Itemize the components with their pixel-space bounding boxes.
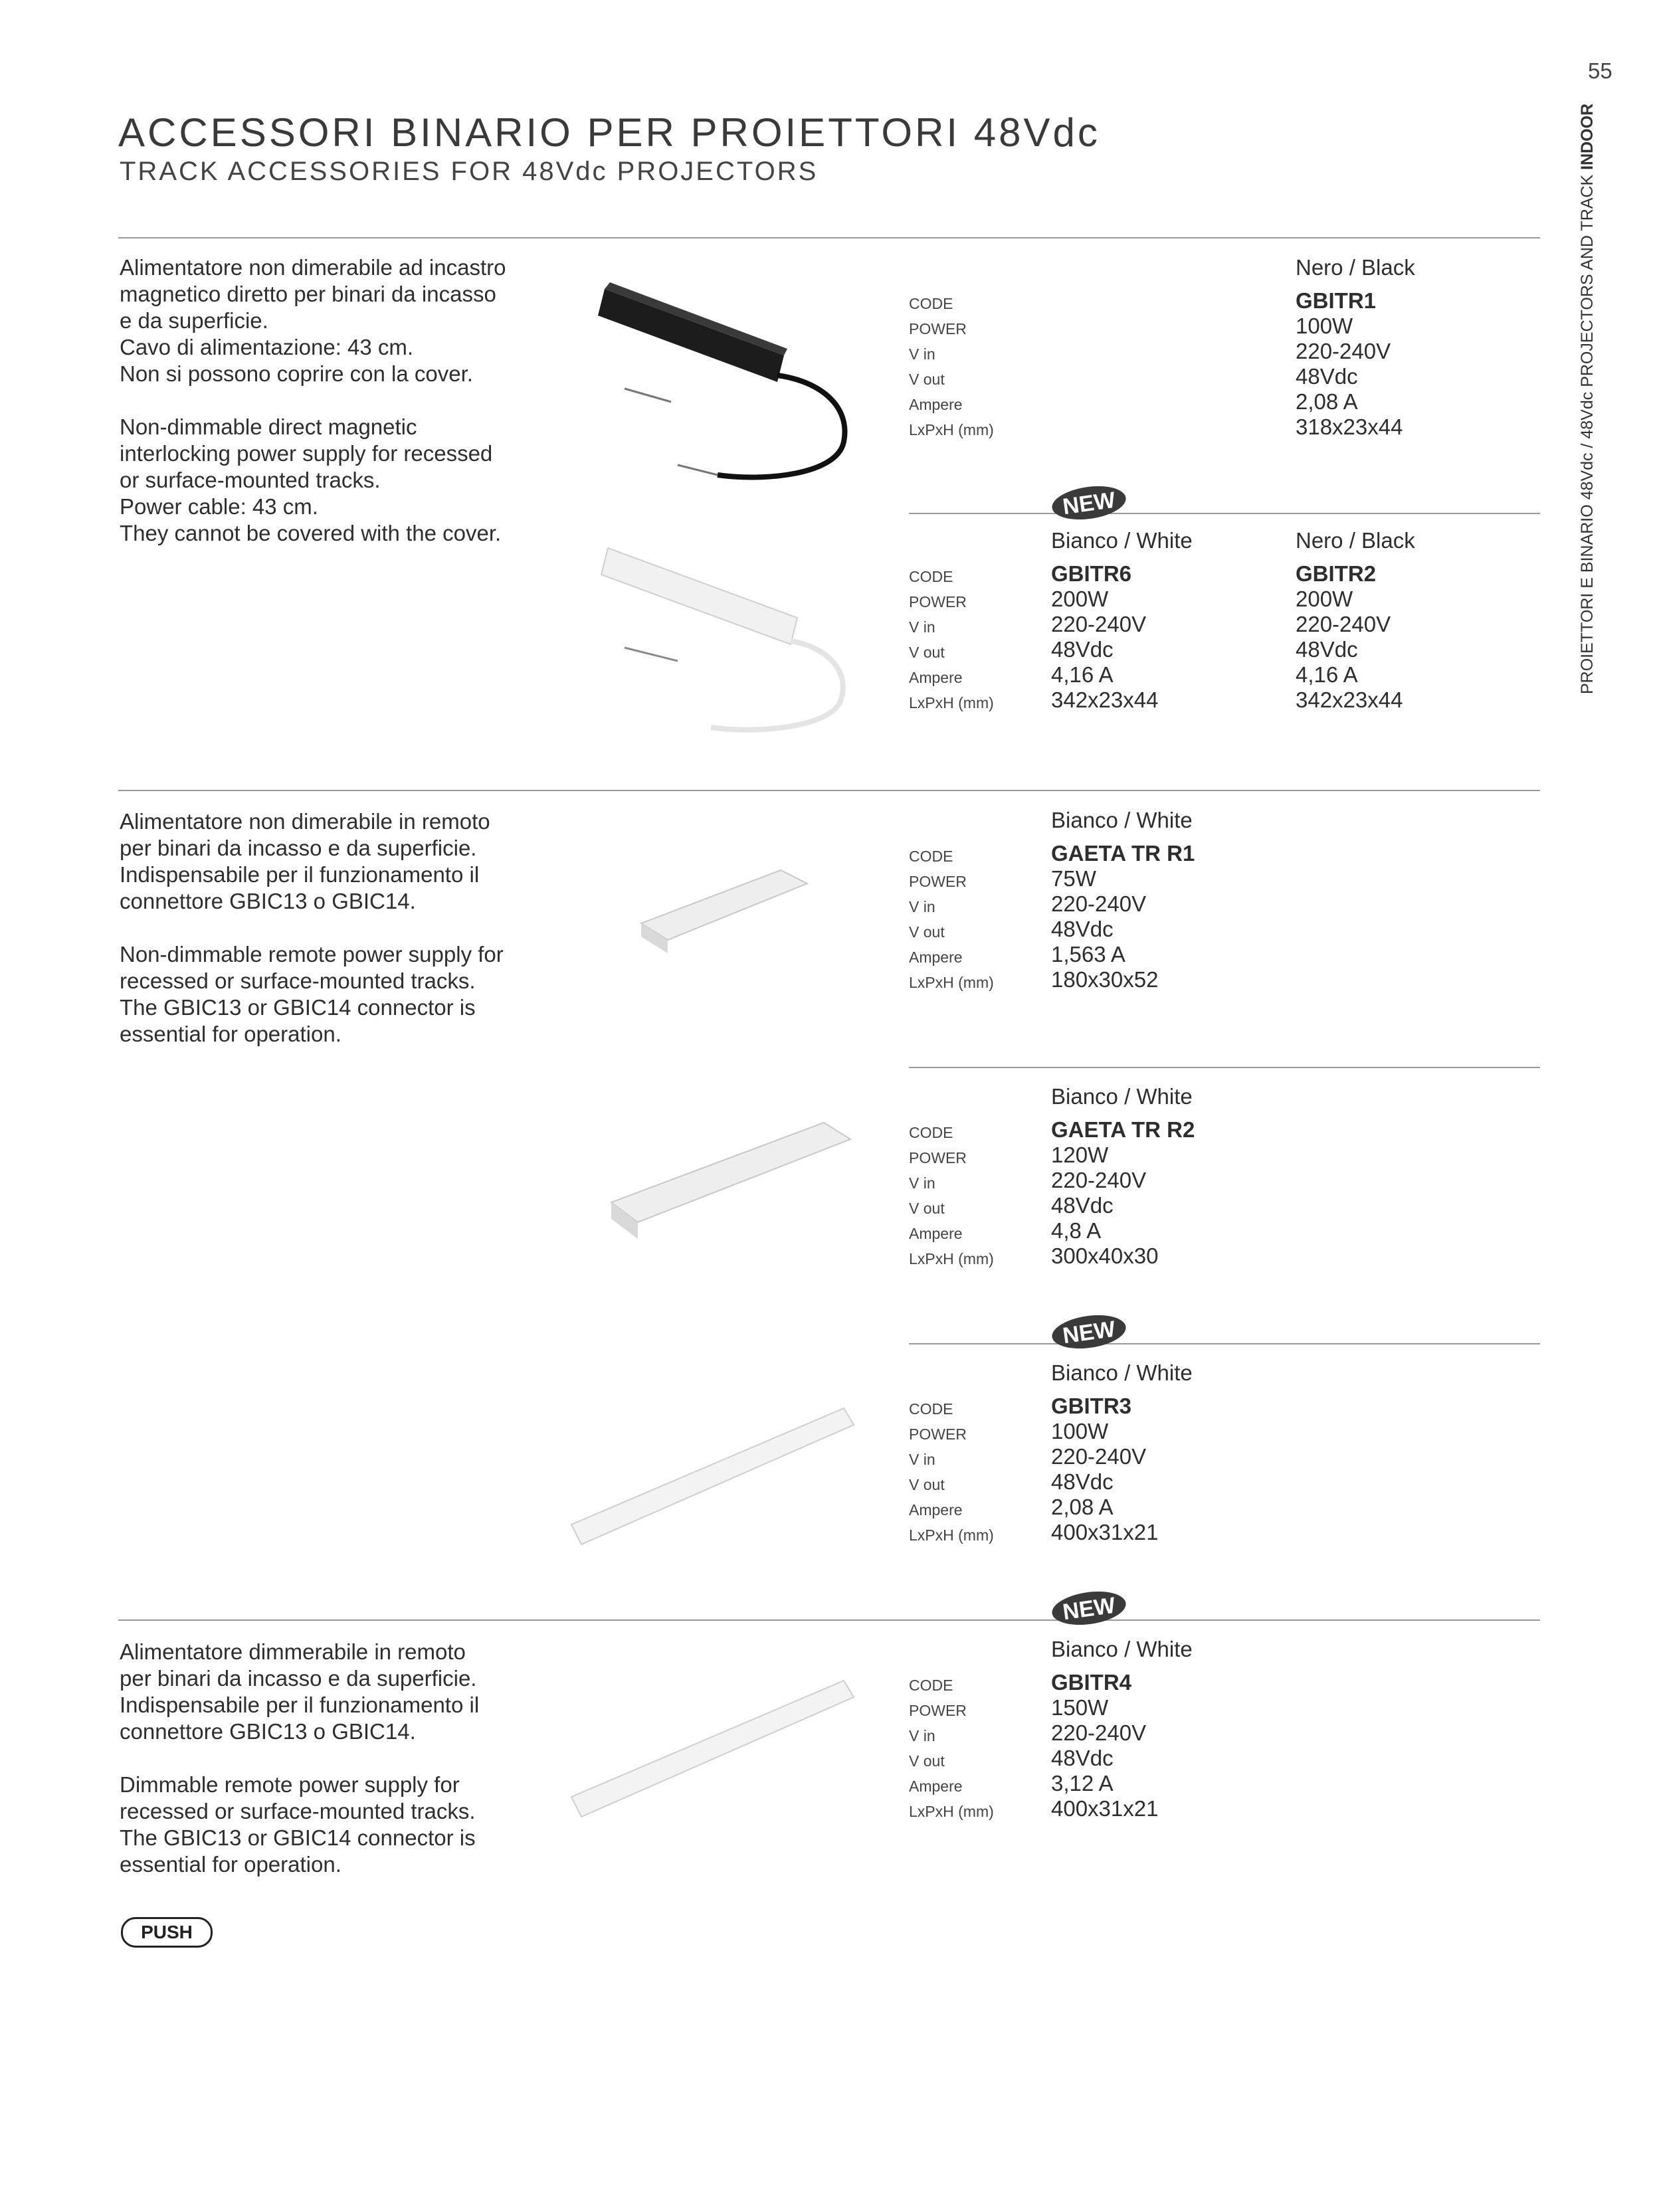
black-power-supply-image	[598, 276, 864, 488]
label-code: CODE	[909, 1677, 953, 1694]
label-ampere: Ampere	[909, 1778, 963, 1795]
label-dims: LxPxH (mm)	[909, 1250, 994, 1267]
description-block	[120, 808, 504, 1048]
product-code: GBITR4	[1051, 1670, 1132, 1695]
product-vin: 220-240V	[1051, 1444, 1147, 1469]
desc-line: or surface-mounted tracks.	[120, 468, 381, 492]
product-dims: 400x31x21	[1051, 1796, 1159, 1821]
side-section-label	[1578, 104, 1597, 694]
label-vout: V out	[909, 1752, 945, 1770]
desc-line: They cannot be covered with the cover.	[120, 521, 502, 545]
label-power: POWER	[909, 1426, 967, 1443]
label-ampere: Ampere	[909, 1501, 963, 1519]
spec-labels	[909, 848, 994, 999]
side-label-bold: INDOOR	[1578, 103, 1597, 170]
label-code: CODE	[909, 848, 953, 865]
label-dims: LxPxH (mm)	[909, 694, 994, 711]
product-code: GAETA TR R2	[1051, 1117, 1195, 1142]
product-divider	[909, 513, 1540, 514]
product-power: 150W	[1051, 1695, 1109, 1720]
product-ampere: 4,16 A	[1051, 662, 1114, 687]
page-number: 55	[1588, 58, 1612, 83]
product-vout: 48Vdc	[1051, 1193, 1114, 1218]
section-divider	[118, 790, 1540, 791]
desc-line: Indispensabile per il funzionamento il	[120, 1693, 480, 1717]
new-badge-text: NEW	[1061, 1592, 1118, 1625]
product-spec-gbitr2	[1296, 528, 1415, 713]
desc-line: Cavo di alimentazione: 43 cm.	[120, 335, 414, 359]
label-vout: V out	[909, 923, 945, 941]
desc-line: essential for operation.	[120, 1022, 342, 1046]
description-block	[120, 254, 506, 547]
label-vin: V in	[909, 898, 935, 915]
spec-labels	[909, 295, 994, 446]
new-badge-text: NEW	[1061, 487, 1118, 520]
white-power-supply-image	[598, 541, 864, 741]
new-badge	[1050, 485, 1128, 521]
product-code: GAETA TR R1	[1051, 841, 1195, 866]
label-power: POWER	[909, 1149, 967, 1166]
section-divider	[118, 1619, 1540, 1621]
label-power: POWER	[909, 873, 967, 890]
description-block	[120, 1639, 479, 1878]
product-dims: 180x30x52	[1051, 967, 1159, 992]
label-dims: LxPxH (mm)	[909, 1803, 994, 1820]
spec-labels	[909, 1677, 994, 1828]
page-subtitle: TRACK ACCESSORIES FOR 48Vdc PROJECTORS	[120, 157, 819, 186]
product-color: Bianco / White	[1051, 808, 1193, 832]
product-ampere: 2,08 A	[1296, 389, 1358, 414]
desc-line: per binari da incasso e da superficie.	[120, 836, 477, 860]
label-dims: LxPxH (mm)	[909, 421, 994, 438]
label-code: CODE	[909, 295, 953, 312]
product-dims: 300x40x30	[1051, 1244, 1159, 1268]
gbitr3-image	[565, 1392, 864, 1558]
product-divider	[909, 1343, 1540, 1344]
gaeta-tr-r1-image	[634, 857, 814, 957]
product-vin: 220-240V	[1296, 339, 1391, 363]
product-vin: 220-240V	[1051, 1168, 1147, 1192]
product-vout: 48Vdc	[1051, 637, 1114, 662]
product-ampere: 2,08 A	[1051, 1495, 1114, 1519]
product-vout: 48Vdc	[1296, 637, 1358, 662]
desc-line: The GBIC13 or GBIC14 connector is	[120, 995, 476, 1020]
product-vin: 220-240V	[1051, 612, 1147, 636]
label-code: CODE	[909, 568, 953, 585]
label-vout: V out	[909, 644, 945, 661]
product-power: 75W	[1051, 866, 1096, 891]
label-power: POWER	[909, 1702, 967, 1719]
label-vout: V out	[909, 1200, 945, 1217]
label-ampere: Ampere	[909, 1225, 963, 1242]
product-spec-gaeta-tr-r2	[1051, 1084, 1195, 1269]
new-badge	[1050, 1314, 1128, 1350]
desc-line: Alimentatore non dimerabile in remoto	[120, 809, 490, 834]
label-vin: V in	[909, 1451, 935, 1468]
product-power: 200W	[1296, 587, 1353, 611]
product-divider	[909, 1067, 1540, 1068]
gbitr4-image	[565, 1664, 864, 1830]
product-dims: 318x23x44	[1296, 415, 1403, 439]
desc-line: interlocking power supply for recessed	[120, 441, 493, 466]
spec-labels	[909, 1400, 994, 1552]
label-ampere: Ampere	[909, 949, 963, 966]
product-color: Nero / Black	[1296, 528, 1415, 553]
product-color: Nero / Black	[1296, 255, 1415, 280]
product-vout: 48Vdc	[1296, 364, 1358, 389]
product-spec-gaeta-tr-r1	[1051, 808, 1195, 992]
label-vin: V in	[909, 618, 935, 636]
label-power: POWER	[909, 593, 967, 610]
product-dims: 342x23x44	[1051, 688, 1159, 712]
product-vout: 48Vdc	[1051, 1469, 1114, 1494]
product-ampere: 4,16 A	[1296, 662, 1358, 687]
side-label-text: PROIETTORI E BINARIO 48Vdc / 48Vdc PROJECTORS AND TRACK	[1578, 169, 1597, 694]
product-code: GBITR6	[1051, 561, 1132, 586]
product-code: GBITR2	[1296, 561, 1377, 586]
product-power: 200W	[1051, 587, 1109, 611]
label-dims: LxPxH (mm)	[909, 1526, 994, 1544]
label-vin: V in	[909, 1727, 935, 1744]
desc-line: Alimentatore dimmerabile in remoto	[120, 1639, 466, 1664]
product-ampere: 4,8 A	[1051, 1218, 1102, 1243]
product-vin: 220-240V	[1051, 891, 1147, 916]
product-vout: 48Vdc	[1051, 917, 1114, 941]
desc-line: Non-dimmable direct magnetic	[120, 415, 417, 439]
label-code: CODE	[909, 1124, 953, 1141]
new-badge	[1050, 1590, 1128, 1626]
product-spec-gbitr1	[1296, 255, 1415, 440]
product-spec-gbitr3	[1051, 1360, 1193, 1545]
product-power: 100W	[1296, 314, 1353, 338]
desc-line: per binari da incasso e da superficie.	[120, 1666, 477, 1691]
desc-line: Non-dimmable remote power supply for	[120, 942, 504, 967]
product-dims: 342x23x44	[1296, 688, 1403, 712]
desc-line: essential for operation.	[120, 1852, 342, 1877]
product-power: 100W	[1051, 1419, 1109, 1443]
product-spec-gbitr4	[1051, 1637, 1193, 1821]
product-color: Bianco / White	[1051, 1084, 1193, 1109]
desc-line: Alimentatore non dimerabile ad incastro	[120, 255, 506, 280]
desc-line: Power cable: 43 cm.	[120, 494, 318, 519]
desc-line: magnetico diretto per binari da incasso	[120, 282, 496, 306]
label-vout: V out	[909, 371, 945, 388]
label-vin: V in	[909, 345, 935, 363]
desc-line: recessed or surface-mounted tracks.	[120, 1799, 476, 1823]
desc-line: e da superficie.	[120, 308, 268, 333]
product-power: 120W	[1051, 1143, 1109, 1167]
desc-line: Indispensabile per il funzionamento il	[120, 862, 480, 887]
product-vin: 220-240V	[1051, 1720, 1147, 1745]
label-ampere: Ampere	[909, 396, 963, 413]
label-code: CODE	[909, 1400, 953, 1418]
label-ampere: Ampere	[909, 669, 963, 686]
label-dims: LxPxH (mm)	[909, 974, 994, 991]
product-ampere: 3,12 A	[1051, 1771, 1114, 1796]
spec-labels	[909, 1124, 994, 1275]
product-ampere: 1,563 A	[1051, 942, 1125, 967]
label-power: POWER	[909, 320, 967, 337]
desc-line: Dimmable remote power supply for	[120, 1772, 460, 1797]
product-color: Bianco / White	[1051, 1637, 1193, 1661]
desc-line: Non si possono coprire con la cover.	[120, 361, 473, 386]
desc-line: connettore GBIC13 o GBIC14.	[120, 1719, 416, 1744]
spec-labels	[909, 568, 994, 719]
label-vout: V out	[909, 1476, 945, 1493]
product-color: Bianco / White	[1051, 1360, 1193, 1385]
product-code: GBITR3	[1051, 1394, 1132, 1418]
new-badge-text: NEW	[1061, 1316, 1118, 1349]
desc-line: recessed or surface-mounted tracks.	[120, 968, 476, 993]
push-badge: PUSH	[121, 1917, 213, 1948]
product-vout: 48Vdc	[1051, 1746, 1114, 1770]
gaeta-tr-r2-image	[598, 1116, 864, 1249]
label-vin: V in	[909, 1174, 935, 1192]
page-title: ACCESSORI BINARIO PER PROIETTORI 48Vdc	[118, 110, 1100, 155]
desc-line: The GBIC13 or GBIC14 connector is	[120, 1825, 476, 1850]
product-dims: 400x31x21	[1051, 1520, 1159, 1544]
product-color: Bianco / White	[1051, 528, 1193, 553]
product-spec-gbitr6	[1051, 528, 1193, 713]
section-divider	[118, 237, 1540, 238]
product-code: GBITR1	[1296, 288, 1377, 313]
product-vin: 220-240V	[1296, 612, 1391, 636]
desc-line: connettore GBIC13 o GBIC14.	[120, 889, 416, 913]
